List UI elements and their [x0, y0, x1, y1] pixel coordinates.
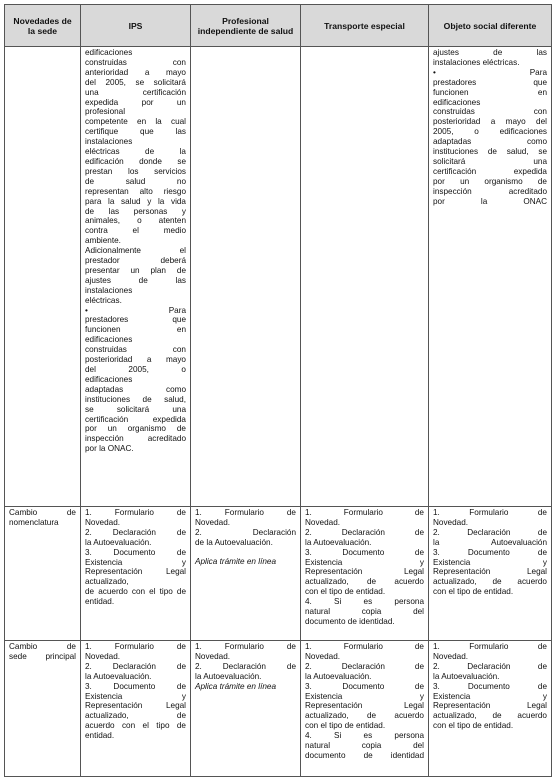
text-line: actualizado, de acuerdo — [305, 711, 424, 721]
text-line: prestadores que — [433, 77, 547, 87]
text-line: 2. Declaración de — [305, 661, 424, 671]
text-line: construidas con — [85, 345, 186, 355]
row2-novedad-cell — [5, 507, 81, 641]
table-row — [5, 641, 552, 777]
text-line: instituciones de salud, — [85, 394, 186, 404]
text-line: se solicitará una — [85, 404, 186, 414]
text-line: Adicionalmente el — [85, 246, 186, 256]
text-line: entidad. — [85, 597, 115, 607]
text-line: nomenclatura — [9, 517, 59, 527]
text-line: Novedad. — [195, 651, 231, 661]
text-line: prestan los servicios — [85, 166, 186, 176]
text-line: expedida por un — [85, 97, 186, 107]
text-line: Existencia y — [305, 691, 424, 701]
text-line: una certificación — [85, 87, 186, 97]
text-line: instalaciones — [85, 137, 133, 147]
text-line: 3. Documento de — [433, 681, 547, 691]
text-line: Representación Legal — [433, 701, 547, 711]
table-row — [5, 507, 552, 641]
text-line: documento de identidad — [305, 750, 424, 760]
text-line: Novedad. — [305, 517, 341, 527]
text-line: 1. Formulario de — [195, 508, 296, 517]
text-line: instituciones de salud, se — [433, 147, 547, 157]
text-line: ambiente. — [85, 236, 121, 246]
text-line: edificaciones — [433, 97, 481, 107]
row1-objeto-cell — [429, 47, 552, 507]
text-line: actualizado, de acuerdo — [433, 711, 547, 721]
text-line: competente en la cual — [85, 117, 186, 127]
text-line: 2. Declaración de — [85, 661, 186, 671]
row3-objeto-cell — [429, 641, 552, 777]
text-line: ajustes de las — [433, 48, 547, 57]
row2-ips-cell — [81, 507, 191, 641]
header-ips: IPS — [81, 5, 191, 47]
text-line: Existencia y — [305, 557, 424, 567]
text-line: 1. Formulario de — [85, 508, 186, 517]
text-line: actualizado, de acuerdo — [305, 577, 424, 587]
text-line: Cambio de — [9, 508, 76, 517]
text-line: del 2005, o — [85, 365, 186, 374]
row3-transporte-cell — [301, 641, 429, 777]
text-line: por la ONAC — [433, 196, 547, 206]
text-line: Novedad. — [195, 517, 231, 527]
text-line: posterioridad a mayo del — [433, 117, 547, 127]
text-line: 2. Declaración de — [433, 527, 547, 537]
text-line: adaptadas como — [433, 137, 547, 147]
text-line: Novedad. — [433, 517, 469, 527]
row3-prof-note: Aplica trámite en línea — [195, 681, 277, 691]
text-line: por la ONAC. — [85, 444, 134, 454]
text-line: certificación expedida — [433, 166, 547, 176]
text-line: Existencia y — [85, 691, 186, 701]
text-line: prestador deberá — [85, 256, 186, 266]
text-line: edificaciones — [85, 374, 133, 384]
header-profesional: Profesional independiente de salud — [191, 5, 301, 47]
text-line: 3. Documento de — [85, 681, 186, 691]
text-line: de las personas y — [85, 206, 186, 216]
text-line: entidad. — [85, 731, 115, 741]
header-objeto-social: Objeto social diferente — [429, 5, 552, 47]
text-line: 1. Formulario de — [85, 642, 186, 651]
row2-transporte-cell — [301, 507, 429, 641]
text-line: actualizado, de acuerdo — [433, 577, 547, 587]
text-line: animales, o atenten — [85, 216, 186, 226]
text-line: funcionen en — [433, 87, 547, 97]
text-line: eléctricas de la — [85, 147, 186, 157]
row2-objeto-cell — [429, 507, 552, 641]
text-line: 1. Formulario de — [433, 642, 547, 651]
text-line: construidas con — [85, 57, 186, 67]
text-line: la Autoevaluación. — [305, 537, 372, 547]
text-line: 3. Documento de — [433, 547, 547, 557]
text-line: Representación Legal — [305, 567, 424, 577]
text-line: contra el medio — [85, 226, 186, 236]
row3-novedad-cell — [5, 641, 81, 777]
row3-ips-cell — [81, 641, 191, 777]
text-line: edificaciones — [85, 335, 133, 345]
row2-prof-lines — [195, 508, 296, 548]
text-line: edificaciones — [85, 48, 133, 57]
row1-transporte-cell — [301, 47, 429, 507]
text-line: certifique que las — [85, 127, 186, 137]
text-line: natural copia del — [305, 741, 424, 751]
text-line: inspección acreditado — [85, 434, 186, 444]
text-line: la Autoevaluación. — [433, 671, 500, 681]
text-line: Representación Legal — [85, 701, 186, 711]
text-line: • Para — [85, 305, 186, 315]
row3-profesional-cell — [191, 641, 301, 777]
row2-profesional-cell — [191, 507, 301, 641]
text-line: eléctricas. — [85, 295, 122, 305]
row1-ips-cell — [81, 47, 191, 507]
text-line: profesional — [85, 107, 126, 117]
text-line: 3. Documento de — [85, 547, 186, 557]
text-line: edificación donde se — [85, 156, 186, 166]
text-line: con el tipo de entidad. — [433, 587, 514, 597]
requirements-table — [4, 4, 552, 777]
text-line: sede principal — [9, 651, 76, 661]
text-line: 1. Formulario de — [195, 642, 296, 651]
text-line: por un organismo de — [85, 424, 186, 434]
text-line: 2. Declaración de — [433, 661, 547, 671]
text-line: Cambio de — [9, 642, 76, 651]
text-line: con el tipo de entidad. — [305, 587, 386, 597]
text-line: la Autoevaluación. — [195, 671, 262, 681]
text-line: de salud no — [85, 176, 186, 186]
text-line: 1. Formulario de — [305, 508, 424, 517]
text-line: 1. Formulario de — [305, 642, 424, 651]
text-line: certificación expedida — [85, 414, 186, 424]
text-line: por un organismo de — [433, 176, 547, 186]
text-line: presentar un plan de — [85, 265, 186, 275]
text-line: acuerdo con el tipo de — [85, 721, 186, 731]
text-line: Existencia y — [433, 691, 547, 701]
text-line: anterioridad a mayo — [85, 67, 186, 77]
text-line: actualizado, — [85, 577, 129, 587]
text-line: con el tipo de entidad. — [305, 721, 386, 731]
header-novedades: Novedades de la sede — [5, 5, 81, 47]
text-line: posterioridad a mayo — [85, 355, 186, 365]
text-line: 3. Documento de — [305, 547, 424, 557]
text-line: Novedad. — [85, 517, 121, 527]
table-row — [5, 47, 552, 507]
text-line: 2005, o edificaciones — [433, 127, 547, 137]
row1-profesional-cell — [191, 47, 301, 507]
text-line: 1. Formulario de — [433, 508, 547, 517]
text-line: Novedad. — [433, 651, 469, 661]
text-line: 2. Declaración de — [195, 661, 296, 671]
text-line: de acuerdo con el tipo de — [85, 587, 186, 597]
text-line: adaptadas como — [85, 384, 186, 394]
row2-prof-note: Aplica trámite en línea — [195, 556, 277, 566]
text-line: 2. Declaración de — [85, 527, 186, 537]
text-line: Representación Legal — [305, 701, 424, 711]
text-line: natural copia del — [305, 607, 424, 617]
text-line: documento de identidad. — [305, 616, 395, 626]
text-line: 2. Declaración — [195, 527, 296, 537]
text-line: Existencia y — [433, 557, 547, 567]
text-line: instalaciones eléctricas. — [433, 57, 520, 67]
text-line: Novedad. — [305, 651, 341, 661]
text-line: ajustes de las — [85, 275, 186, 285]
text-line: instalaciones — [85, 285, 133, 295]
text-line: para la salud y la vida — [85, 196, 186, 206]
text-line: 2. Declaración de — [305, 527, 424, 537]
row1-novedad-cell — [5, 47, 81, 507]
text-line: inspección acreditado — [433, 186, 547, 196]
text-line: representan alto riesgo — [85, 186, 186, 196]
text-line: funcionen en — [85, 325, 186, 335]
text-line: de la Autoevaluación. — [195, 537, 273, 547]
text-line: solicitará una — [433, 156, 547, 166]
text-line: Novedad. — [85, 651, 121, 661]
text-line: 4. Si es persona — [305, 731, 424, 741]
text-line: • Para — [433, 67, 547, 77]
text-line: Representación Legal — [85, 567, 186, 577]
header-row — [5, 5, 552, 47]
text-line: del 2005, se solicitará — [85, 77, 186, 87]
text-line: actualizado, de — [85, 711, 186, 721]
text-line: construidas con — [433, 107, 547, 117]
text-line: la Autoevaluación. — [85, 537, 152, 547]
text-line: Existencia y — [85, 557, 186, 567]
text-line: prestadores que — [85, 315, 186, 325]
text-line: la Autoevaluación. — [305, 671, 372, 681]
row3-prof-lines — [195, 642, 296, 682]
text-line: la Autoevaluación — [433, 537, 547, 547]
text-line: la Autoevaluación. — [85, 671, 152, 681]
text-line: con el tipo de entidad. — [433, 721, 514, 731]
text-line: Representación Legal — [433, 567, 547, 577]
header-transporte: Transporte especial — [301, 5, 429, 47]
text-line: 3. Documento de — [305, 681, 424, 691]
text-line: 4. Si es persona — [305, 597, 424, 607]
